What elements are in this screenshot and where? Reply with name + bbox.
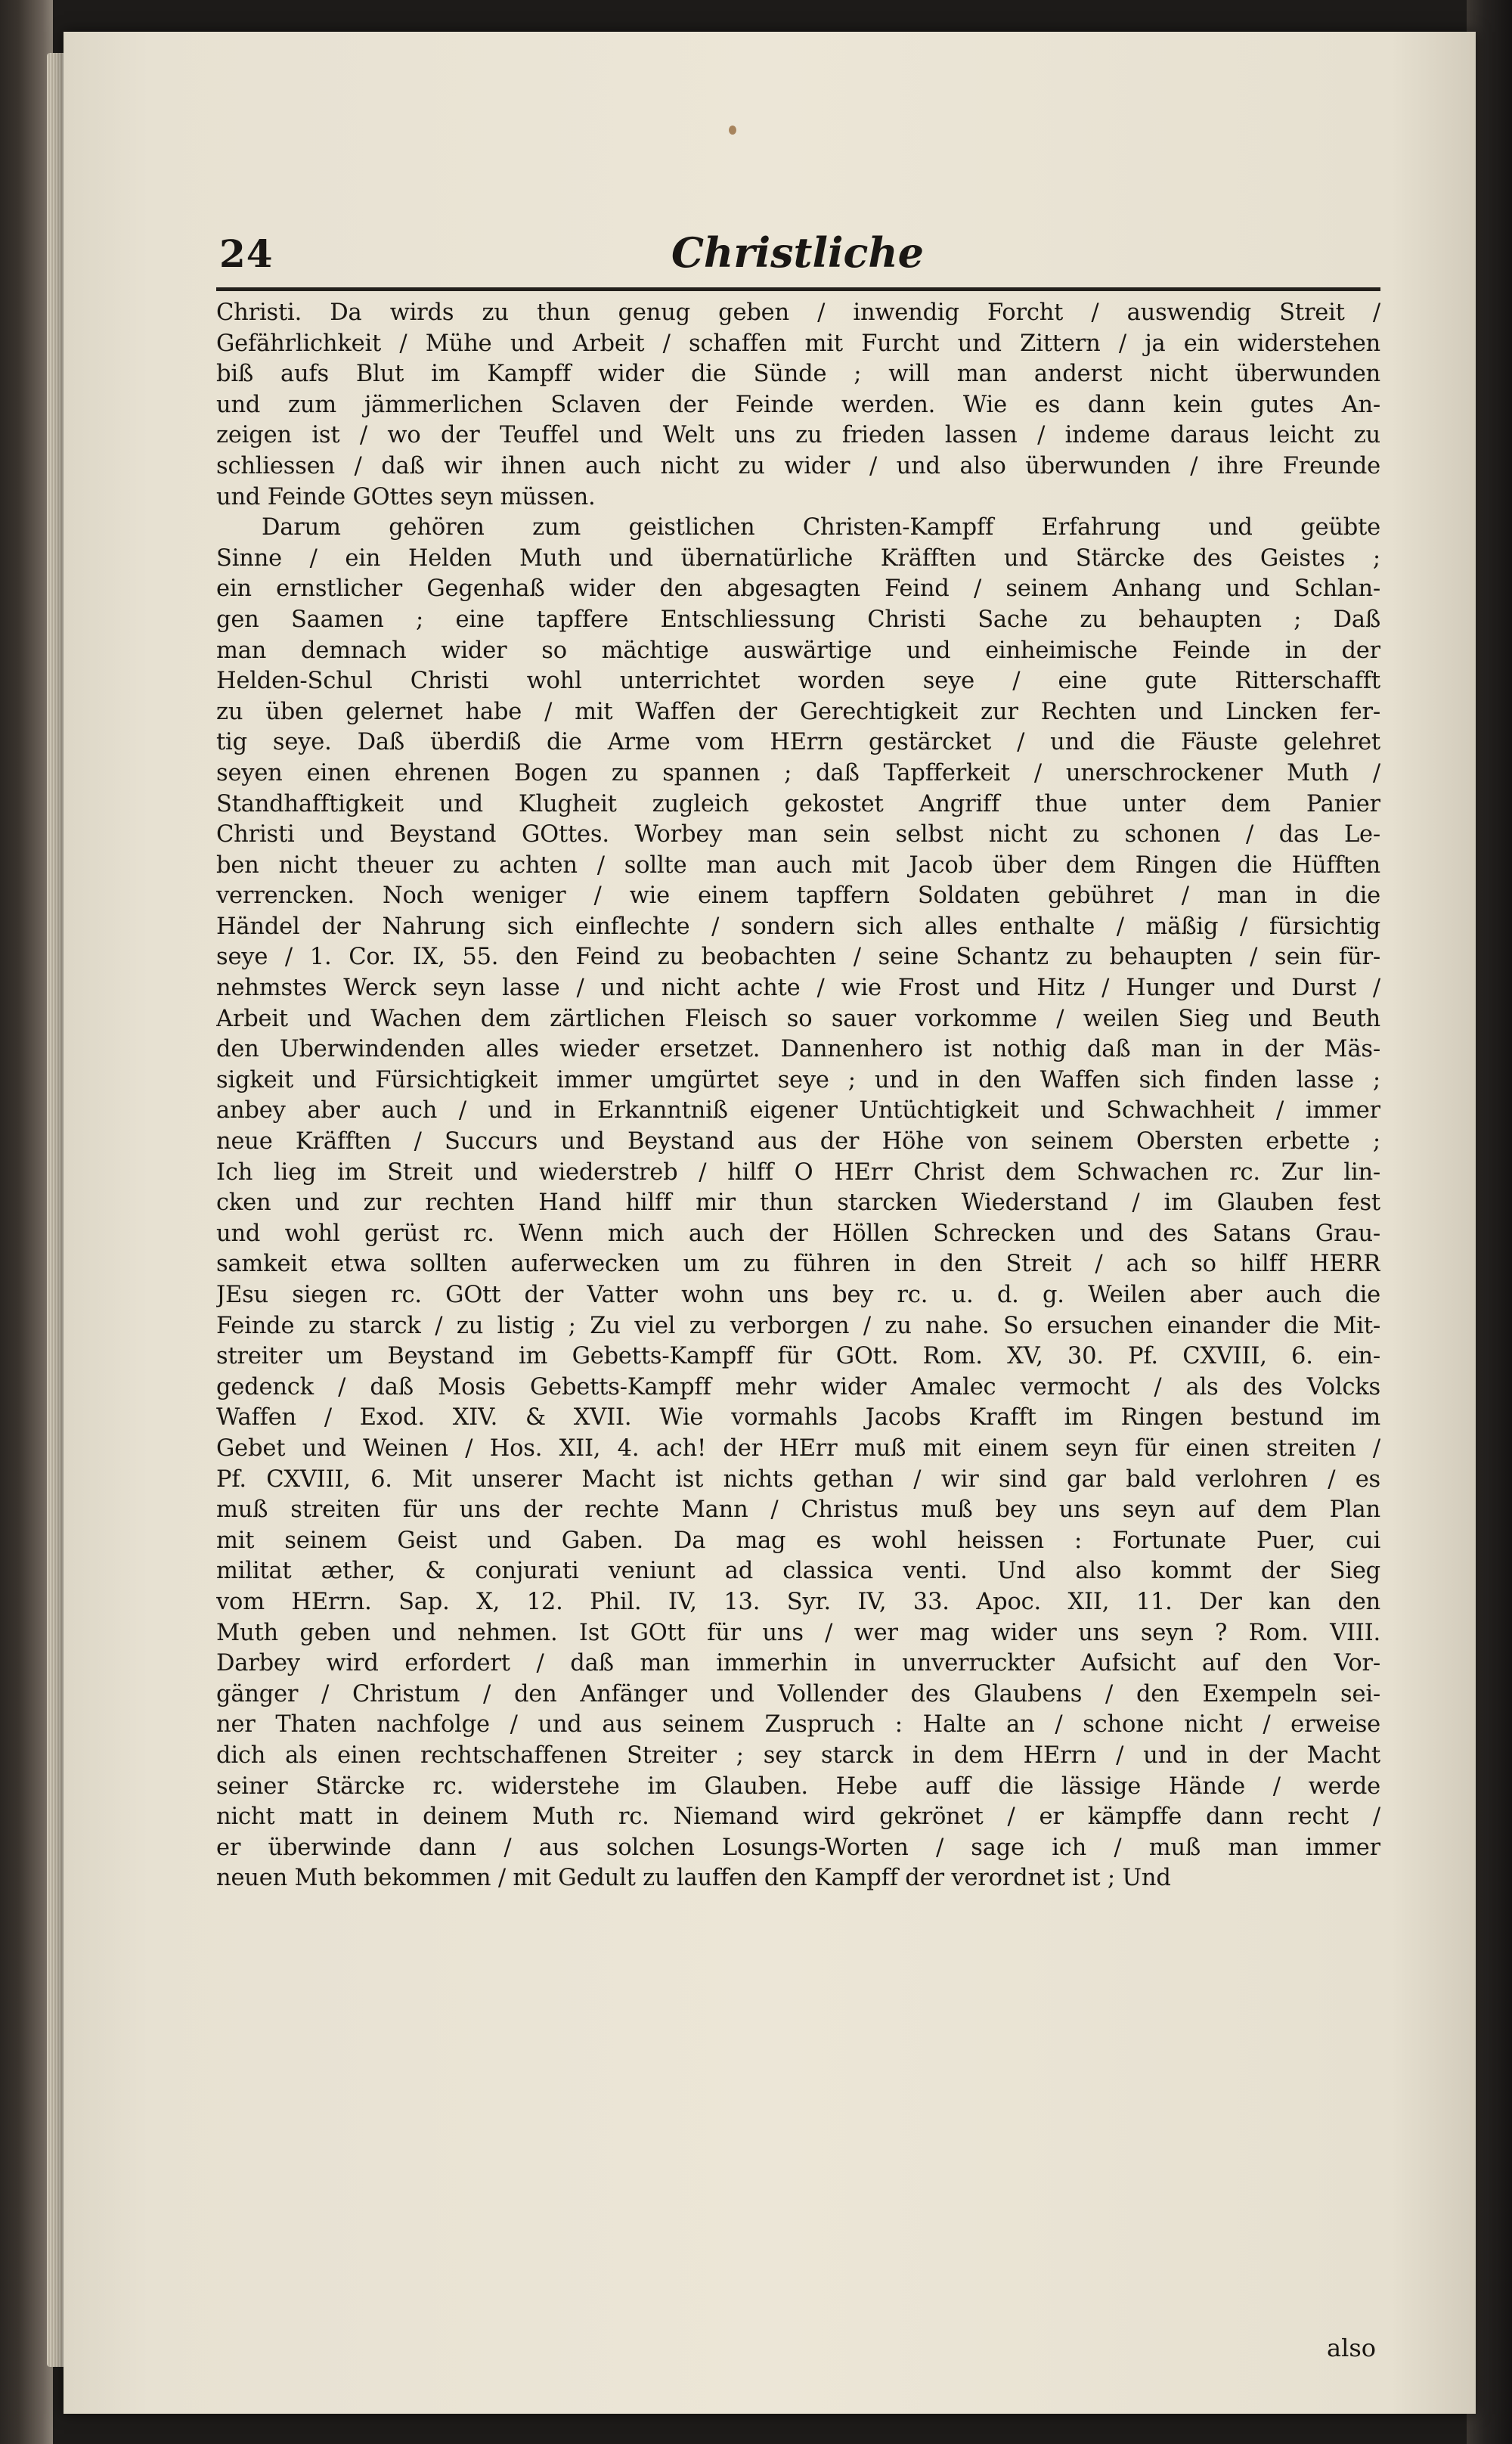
text-line: zu üben gelernet habe / mit Waffen der Gerechtigkeit zur Rechten und Lincken fer- — [216, 698, 1380, 725]
text-line: Arbeit und Wachen dem zärtlichen Fleisch so sauer vorkomme / weilen Sieg und Beuth — [216, 1005, 1380, 1032]
text-line: militat æther, & conjurati veniunt ad classica venti. Und also kommt der Sieg — [216, 1558, 1380, 1585]
text-line: Pf. CXVIII, 6. Mit unserer Macht ist nichts gethan / wir sind gar bald verlohren / es — [216, 1465, 1380, 1493]
text-line: samkeit etwa sollten auferwecken um zu führen in den Streit / ach so hilff HERR — [216, 1251, 1380, 1278]
catchword: also — [1327, 2334, 1376, 2362]
text-line: sigkeit und Fürsichtigkeit immer umgürtet seye ; und in den Waffen sich finden lasse ; — [216, 1066, 1380, 1093]
text-line: Sinne / ein Helden Muth und übernatürliche Kräfften und Stärcke des Geistes ; — [216, 544, 1380, 572]
text-line: Darum gehören zum geistlichen Christen-Kampff Erfahrung und geübte — [262, 514, 1380, 541]
page-header — [219, 228, 1376, 289]
text-line: zeigen ist / wo der Teuffel und Welt uns zu frieden lassen / indeme daraus leicht zu — [216, 422, 1380, 449]
text-line: cken und zur rechten Hand hilff mir thun starcken Wiederstand / im Glauben fest — [216, 1189, 1380, 1217]
text-line: neuen Muth bekommen / mit Gedult zu lauffen den Kampff der verordnet ist ; Und — [216, 1865, 1171, 1892]
text-line: und wohl gerüst rc. Wenn mich auch der Höllen Schrecken und des Satans Grau- — [216, 1220, 1380, 1247]
text-line: Darbey wird erfordert / daß man immerhin in unverruckter Aufsicht auf den Vor- — [216, 1650, 1380, 1677]
running-title: Christliche — [671, 228, 925, 277]
text-line: streiter um Beystand im Gebetts-Kampff für GOtt. Rom. XV, 30. Pf. CXVIII, 6. ein- — [216, 1343, 1380, 1370]
text-line: ner Thaten nachfolge / und aus seinem Zuspruch : Halte an / schone nicht / erweise — [216, 1711, 1380, 1738]
text-line: nehmstes Werck seyn lasse / und nicht achte / wie Frost und Hitz / Hunger und Durst / — [216, 975, 1380, 1002]
book-edge-left — [0, 0, 53, 2444]
text-line: Helden-Schul Christi wohl unterrichtet worden seye / eine gute Ritterschafft — [216, 668, 1380, 695]
text-line: ben nicht theuer zu achten / sollte man auch mit Jacob über dem Ringen die Hüfften — [216, 851, 1380, 879]
text-line: ein ernstlicher Gegenhaß wider den abgesagten Feind / seinem Anhang und Schlan- — [216, 575, 1380, 603]
text-line: den Uberwindenden alles wieder ersetzet. Dannenhero ist nothig daß man in der Mäs- — [216, 1036, 1380, 1063]
page-stack-edges — [47, 53, 65, 2367]
page-number: 24 — [219, 231, 274, 276]
text-line: und Feinde GOttes seyn müssen. — [216, 483, 596, 510]
text-line: tig seye. Daß überdiß die Arme vom HErrn gestärcket / und die Fäuste gelehret — [216, 729, 1380, 756]
text-line: gänger / Christum / den Anfänger und Vollender des Glaubens / den Exempeln sei- — [216, 1680, 1380, 1707]
text-line: JEsu siegen rc. GOtt der Vatter wohn uns bey rc. u. d. g. Weilen aber auch die — [216, 1282, 1380, 1308]
text-line: muß streiten für uns der rechte Mann / Christus muß bey uns seyn auf dem Plan — [216, 1496, 1380, 1524]
ink-spot — [729, 126, 736, 135]
body-text — [216, 298, 1380, 1894]
text-line: Christi und Beystand GOttes. Worbey man sein selbst nicht zu schonen / das Le- — [216, 821, 1380, 848]
text-line: Feinde zu starck / zu listig ; Zu viel zu verborgen / zu nahe. So ersuchen einander die Mit- — [216, 1312, 1380, 1339]
text-line: Standhafftigkeit und Klugheit zugleich gekostet Angriff thue unter dem Panier — [216, 790, 1380, 817]
text-line: Waffen / Exod. XIV. & XVII. Wie vormahls Jacobs Krafft im Ringen bestund im — [216, 1404, 1380, 1431]
text-line: man demnach wider so mächtige auswärtige und einheimische Feinde in der — [216, 637, 1380, 664]
text-line: dich als einen rechtschaffenen Streiter ; sey starck in dem HErrn / und in der Macht — [216, 1742, 1380, 1769]
text-line: Händel der Nahrung sich einflechte / sondern sich alles enthalte / mäßig / fürsichtig — [216, 913, 1380, 940]
header-rule — [216, 287, 1380, 291]
text-line: Gefährlichkeit / Mühe und Arbeit / schaffen mit Furcht und Zittern / ja ein widerstehen — [216, 330, 1380, 357]
text-line: und zum jämmerlichen Sclaven der Feinde werden. Wie es dann kein gutes An- — [216, 391, 1380, 418]
text-line: biß aufs Blut im Kampff wider die Sünde ; will man anderst nicht überwunden — [216, 361, 1380, 388]
text-line: Gebet und Weinen / Hos. XII, 4. ach! der HErr muß mit einem seyn für einen streiten / — [216, 1434, 1380, 1462]
text-line: Muth geben und nehmen. Ist GOtt für uns / wer mag wider uns seyn ? Rom. VIII. — [216, 1619, 1380, 1646]
text-line: nicht matt in deinem Muth rc. Niemand wird gekrönet / er kämpffe dann recht / — [216, 1804, 1380, 1831]
text-line: er überwinde dann / aus solchen Losungs-Worten / sage ich / muß man immer — [216, 1834, 1380, 1861]
text-line: gedenck / daß Mosis Gebetts-Kampff mehr wider Amalec vermocht / als des Volcks — [216, 1373, 1380, 1400]
text-line: gen Saamen ; eine tapffere Entschliessung Christi Sache zu behaupten ; Daß — [216, 606, 1380, 633]
text-line: neue Kräfften / Succurs und Beystand aus der Höhe von seinem Obersten erbette ; — [216, 1128, 1380, 1155]
text-line: mit seinem Geist und Gaben. Da mag es wohl heissen : Fortunate Puer, cui — [216, 1527, 1380, 1554]
text-line: anbey aber auch / und in Erkanntniß eigener Untüchtigkeit und Schwachheit / immer — [216, 1097, 1380, 1124]
text-line: Ich lieg im Streit und wiederstreb / hilff O HErr Christ dem Schwachen rc. Zur lin- — [216, 1158, 1380, 1186]
text-line: vom HErrn. Sap. X, 12. Phil. IV, 13. Syr. IV, 33. Apoc. XII, 11. Der kan den — [216, 1588, 1380, 1615]
text-line: seiner Stärcke rc. widerstehe im Glauben. Hebe auff die lässige Hände / werde — [216, 1773, 1380, 1800]
text-line: seye / 1. Cor. IX, 55. den Feind zu beobachten / seine Schantz zu behaupten / sein für- — [216, 944, 1380, 971]
text-line: verrencken. Noch weniger / wie einem tapffern Soldaten gebühret / man in die — [216, 882, 1380, 910]
text-line: seyen einen ehrenen Bogen zu spannen ; daß Tapfferkeit / unerschrockener Muth / — [216, 759, 1380, 786]
text-line: schliessen / daß wir ihnen auch nicht zu wider / und also überwunden / ihre Freunde — [216, 452, 1380, 479]
text-line: Christi. Da wirds zu thun genug geben / inwendig Forcht / auswendig Streit / — [216, 299, 1380, 326]
